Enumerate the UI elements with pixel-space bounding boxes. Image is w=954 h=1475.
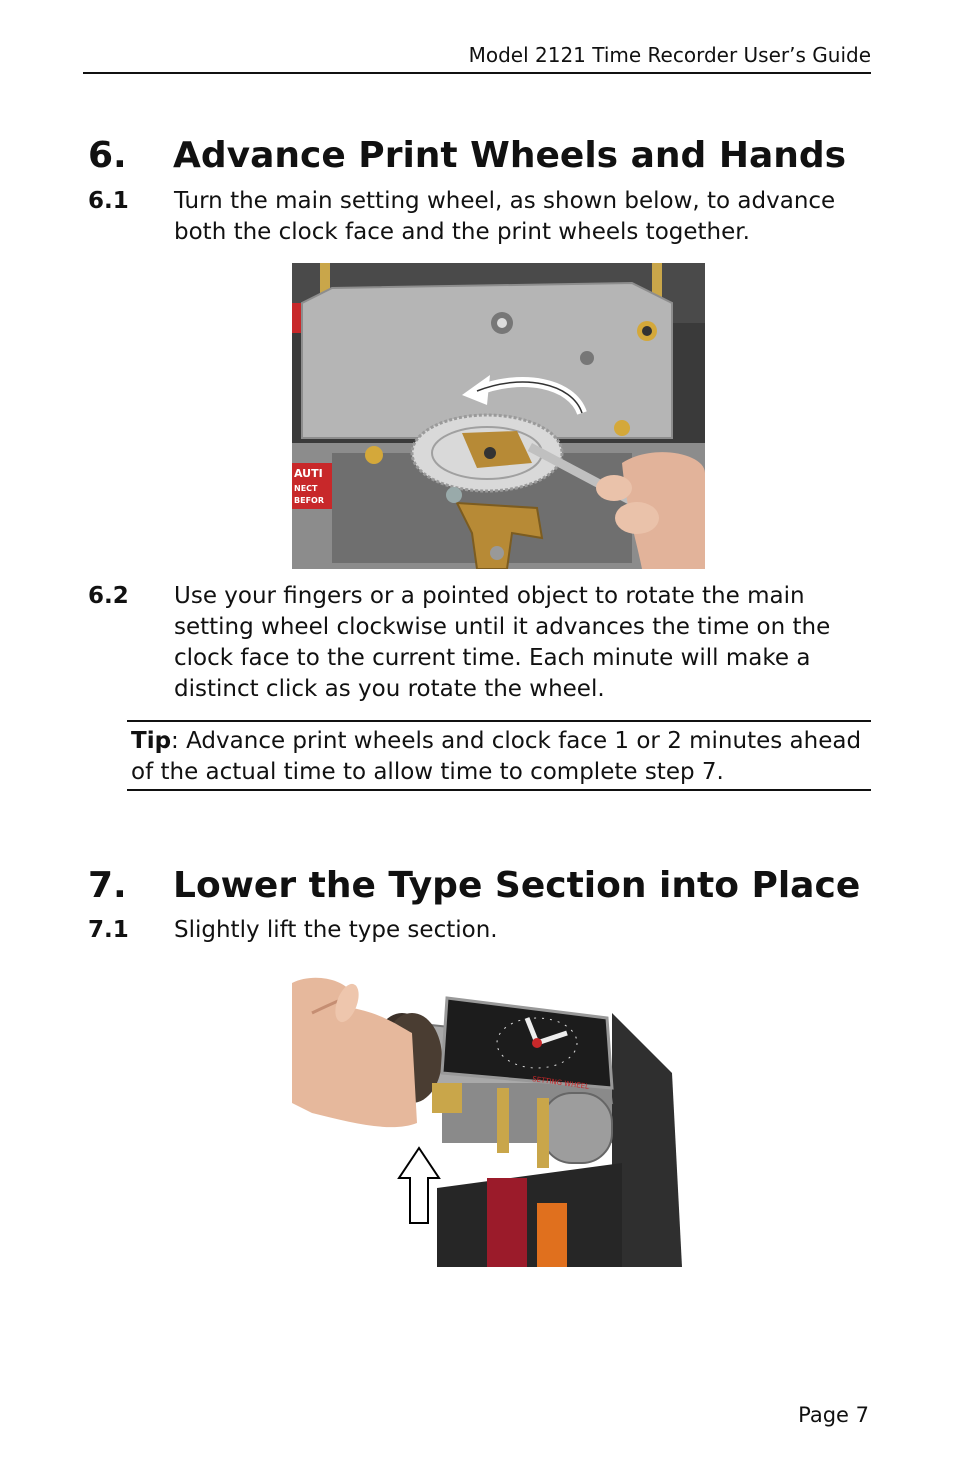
tip-label: Tip xyxy=(131,728,172,754)
step-6-1-text: Turn the main setting wheel, as shown below, to advance both the clock face and the print wheels together. xyxy=(174,188,836,245)
section-6-heading xyxy=(88,133,846,179)
page-number: Page 7 xyxy=(798,1403,869,1427)
step-7-1 xyxy=(88,915,868,946)
header-rule xyxy=(83,72,871,74)
caution-label-line3: BEFOR xyxy=(294,496,324,505)
step-6-2-text: Use your fingers or a pointed object to rotate the main setting wheel clockwise until it advances the time on the clock face to the current time. Each minute will make a distinct click as you rotate the wheel. xyxy=(174,583,831,702)
step-6-2 xyxy=(88,581,868,705)
step-6-2-number: 6.2 xyxy=(88,583,129,609)
step-6-1-number: 6.1 xyxy=(88,188,129,214)
caution-label-line1: AUTI xyxy=(294,467,323,480)
tip-box xyxy=(127,720,871,791)
step-7-1-text: Slightly lift the type section. xyxy=(174,917,498,943)
section-6-number: 6. xyxy=(88,135,127,176)
section-6-title: Advance Print Wheels and Hands xyxy=(173,135,847,176)
setting-wheel-photo xyxy=(292,263,705,569)
orange-label xyxy=(537,1203,567,1267)
type-section-photo xyxy=(292,963,705,1267)
step-6-1 xyxy=(88,186,868,248)
step-7-1-number: 7.1 xyxy=(88,917,129,943)
setting-wheel-label: SETTING WHEEL xyxy=(531,1075,590,1091)
tip-text: : Advance print wheels and clock face 1 or 2 minutes ahead of the actual time to allow time to complete step 7. xyxy=(131,728,862,785)
section-7-title: Lower the Type Section into Place xyxy=(173,865,861,906)
section-7-number: 7. xyxy=(88,865,127,906)
caution-label-line2: NECT xyxy=(294,484,318,493)
section-7-heading xyxy=(88,863,860,909)
document-header: Model 2121 Time Recorder User’s Guide xyxy=(468,43,871,67)
